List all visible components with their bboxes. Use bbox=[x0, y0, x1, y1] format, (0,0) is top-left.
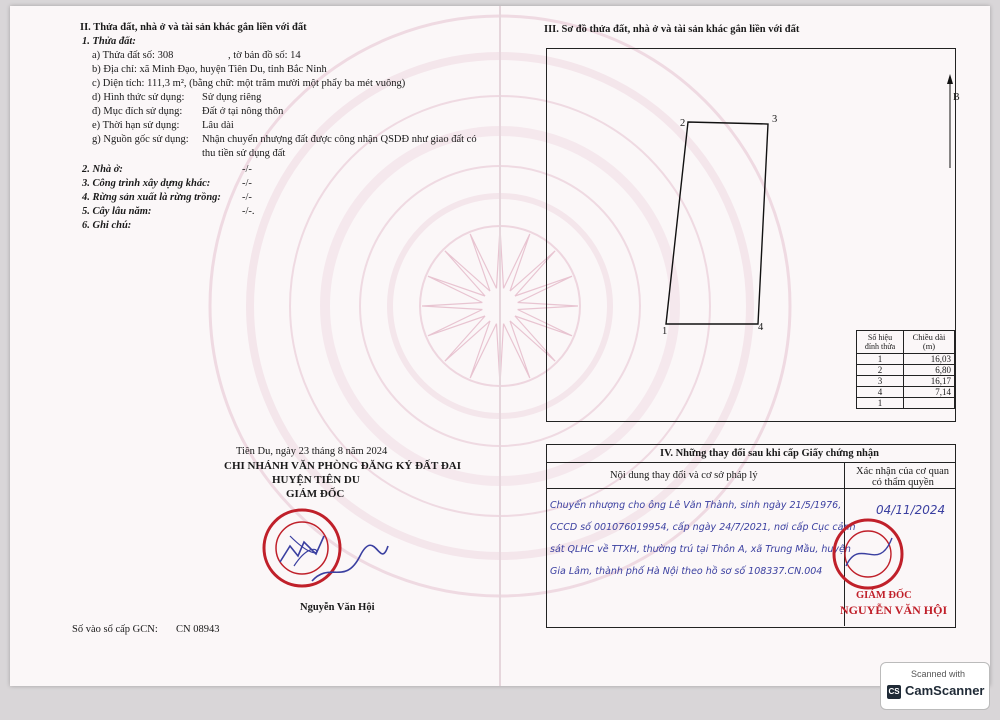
change-line-3: sát QLHC về TTXH, thường trú tại Thôn A, xã Trung Mầu, huyện bbox=[550, 544, 851, 555]
confirm-title: GIÁM ĐỐC bbox=[856, 590, 912, 601]
north-label: B bbox=[953, 92, 960, 103]
plot-area: c) Diện tích: 111,3 m², (bằng chữ: một trăm mười một phẩy ba mét vuông) bbox=[92, 78, 406, 89]
plot-address: b) Địa chỉ: xã Minh Đạo, huyện Tiên Du, tỉnh Bắc Ninh bbox=[92, 64, 327, 75]
length-cell: 16,03 bbox=[904, 354, 955, 365]
land-plot-heading: 1. Thửa đất: bbox=[82, 36, 136, 47]
edge-length-table bbox=[856, 330, 955, 409]
change-line-1: Chuyển nhượng cho ông Lê Văn Thành, sinh ngày 21/5/1976, bbox=[550, 500, 842, 511]
map-sheet-number: , tờ bản đồ số: 14 bbox=[228, 50, 301, 61]
table-row bbox=[857, 376, 955, 387]
header-vertex: Số hiệu đỉnh thửa bbox=[857, 331, 904, 354]
forest-label: 4. Rừng sản xuất là rừng trồng: bbox=[82, 192, 221, 203]
forest-value: -/- bbox=[242, 192, 252, 203]
note-label: 6. Ghi chú: bbox=[82, 220, 132, 231]
watermark-line-1: Scanned with bbox=[911, 669, 966, 679]
certificate-sheet bbox=[10, 6, 990, 686]
section-3-title: III. Sơ đồ thửa đất, nhà ở và tài sản khác gắn liền với đất bbox=[544, 24, 800, 35]
director-title: GIÁM ĐỐC bbox=[286, 488, 345, 500]
issue-date: Tiên Du, ngày 23 tháng 8 năm 2024 bbox=[236, 446, 388, 457]
change-line-4: Gia Lâm, thành phố Hà Nội theo hồ sơ số 108337.CN.004 bbox=[550, 566, 823, 577]
table-row bbox=[857, 365, 955, 376]
use-origin-value-2: thu tiền sử dụng đất bbox=[202, 148, 286, 159]
change-date: 04/11/2024 bbox=[876, 503, 946, 517]
trees-label: 5. Cây lâu năm: bbox=[82, 206, 152, 217]
plot-number: a) Thửa đất số: 308 bbox=[92, 50, 174, 61]
camscanner-logo-icon: CS bbox=[887, 685, 901, 699]
section-2-title: II. Thửa đất, nhà ở và tài sản khác gắn liền với đất bbox=[80, 22, 307, 33]
change-line-2: CCCD số 001076019954, cấp ngày 24/7/2021, nơi cấp Cục cảnh bbox=[550, 522, 856, 533]
watermark-line-2: CamScanner bbox=[905, 683, 985, 698]
vertex-cell: 2 bbox=[857, 365, 904, 376]
table-row bbox=[857, 354, 955, 365]
use-origin-value-1: Nhận chuyển nhượng đất được công nhận QSDĐ như giao đất có bbox=[202, 134, 477, 145]
signature bbox=[310, 541, 390, 591]
table-header-row bbox=[857, 331, 955, 354]
use-form-value: Sử dụng riêng bbox=[202, 92, 262, 103]
header-length: Chiều dài (m) bbox=[904, 331, 955, 354]
changes-divider bbox=[546, 462, 956, 463]
use-origin-label: g) Nguồn gốc sử dụng: bbox=[92, 134, 189, 145]
vertex-cell: 4 bbox=[857, 387, 904, 398]
length-cell: 16,17 bbox=[904, 376, 955, 387]
construction-label: 3. Công trình xây dựng khác: bbox=[82, 178, 211, 189]
vertex-cell: 1 bbox=[857, 398, 904, 409]
length-cell bbox=[904, 398, 955, 409]
section-4-title: IV. Những thay đổi sau khi cấp Giấy chứng nhận bbox=[660, 448, 879, 459]
length-cell: 7,14 bbox=[904, 387, 955, 398]
signer-name: Nguyễn Văn Hội bbox=[300, 602, 375, 613]
register-label: Số vào sổ cấp GCN: bbox=[72, 624, 158, 635]
vertex-3-label: 3 bbox=[772, 114, 778, 125]
use-term-label: e) Thời hạn sử dụng: bbox=[92, 120, 180, 131]
confirm-name: NGUYỄN VĂN HỘI bbox=[840, 603, 948, 617]
vertex-2-label: 2 bbox=[680, 118, 686, 129]
vertex-cell: 1 bbox=[857, 354, 904, 365]
office-name: CHI NHÁNH VĂN PHÒNG ĐĂNG KÝ ĐẤT ĐAI bbox=[224, 460, 462, 472]
house-label: 2. Nhà ở: bbox=[82, 164, 123, 175]
use-term-value: Lâu dài bbox=[202, 120, 234, 131]
left-page bbox=[10, 6, 500, 686]
trees-value: -/-. bbox=[242, 206, 255, 217]
house-value: -/- bbox=[242, 164, 252, 175]
confirm-stamp bbox=[830, 516, 906, 592]
camscanner-watermark bbox=[880, 662, 990, 710]
register-number: CN 08943 bbox=[176, 624, 220, 635]
north-arrowhead-icon bbox=[947, 74, 953, 84]
vertex-4-label: 4 bbox=[758, 322, 764, 333]
vertex-1-label: 1 bbox=[662, 326, 668, 337]
vertex-cell: 3 bbox=[857, 376, 904, 387]
length-cell: 6,80 bbox=[904, 365, 955, 376]
use-form-label: d) Hình thức sử dụng: bbox=[92, 92, 185, 103]
construction-value: -/- bbox=[242, 178, 252, 189]
office-district: HUYỆN TIÊN DU bbox=[272, 474, 360, 486]
col-content-header: Nội dung thay đổi và cơ sở pháp lý bbox=[610, 470, 758, 481]
col-confirm-header-1: Xác nhận của cơ quan bbox=[856, 466, 950, 477]
table-row bbox=[857, 387, 955, 398]
col-confirm-header-2: có thẩm quyền bbox=[872, 477, 934, 488]
plot-boundary bbox=[666, 122, 768, 324]
use-purpose-label: đ) Mục đích sử dụng: bbox=[92, 106, 183, 117]
use-purpose-value: Đất ở tại nông thôn bbox=[202, 106, 284, 117]
table-row bbox=[857, 398, 955, 409]
